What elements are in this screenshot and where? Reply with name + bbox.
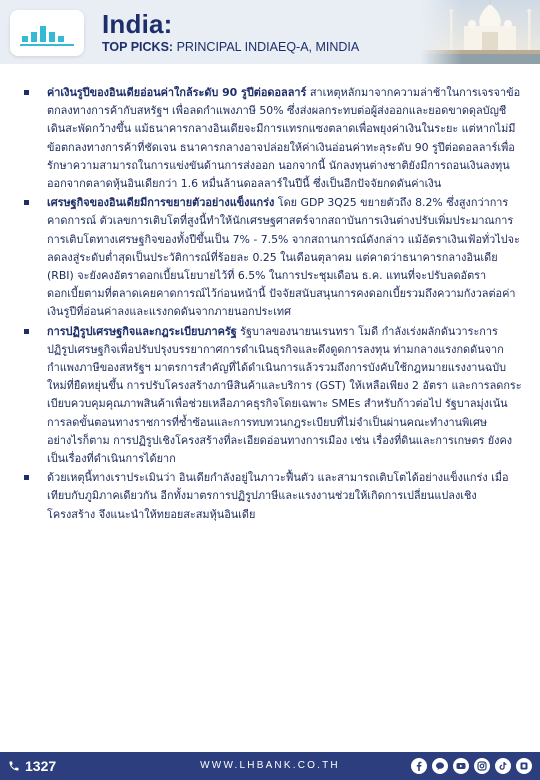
bullet-list: [24, 84, 522, 525]
bullet-text: สาเหตุหลักมาจากความล่าช้าในการเจรจาข้อตกลงทางการค้ากับสหรัฐฯ เพื่อลดกำแพงภาษี 50% ซึ่งส่งผลกระทบต่อผู้ส่งออกและยอดขาดดุลบัญชีเดินสะพัดกว้างขึ้น แม้ธนาคารกลางอินเดียจะมีการแทรกแซงตลาดเพื่อพยุงค่าเงินในระยะ แต่หากไม่มีข้อตกลงทางการค้าที่ชัดเจน ธนาคารกลางอาจปล่อยให้ค่าเงินอ่อนค่าทะลุระดับ 90 รูปีต่อดอลลาร์เพื่อรักษาความสามารถในการแข่งขันด้านการส่งออก นอกจากนี้ นักลงทุนต่างชาติยังมีการถอนเงินลงทุนออกจากตลาดหุ้นอินเดียกว่า 1.6 หมื่นล้านดอลลาร์ในปีนี้ ซึ่งเป็นอีกปัจจัยกดดันค่าเงิน: [47, 86, 521, 191]
taj-mahal-illustration: [420, 0, 540, 64]
hotline-number: 1327: [25, 758, 57, 774]
header: [0, 0, 540, 64]
bullet-lead: ค่าเงินรูปีของอินเดียอ่อนค่าใกล้ระดับ 90 รูปีต่อดอลลาร์: [47, 86, 307, 99]
page-title: India:: [102, 9, 173, 39]
taj-mahal-image: [420, 0, 540, 64]
bullet-lead: การปฏิรูปเศรษฐกิจและกฎระเบียบภาครัฐ: [47, 324, 237, 338]
bullet-marker: [24, 200, 29, 205]
footer: [0, 752, 540, 780]
list-item: [24, 84, 522, 193]
bullet-text: รัฐบาลของนายนเรนทรา โมดี กำลังเร่งผลักดันวาระการปฏิรูปเศรษฐกิจเพื่อปรับปรุงบรรยากาศการดำเนินธุรกิจและดึงดูดการลงทุน ท่ามกลางแรงกดดันจากกำแพงภาษีของสหรัฐฯ มาตรการสำคัญที่ได้ดำเนินการแล้วรวมถึงการบังคับใช้กฎหมายแรงงานฉบับใหม่ที่ยืดหยุ่นขึ้น การปรับโครงสร้างภาษีสินค้าและบริการ (GST) ให้เหลือเพียง 2 อัตรา และการลดกระเบียบควบคุมคุณภาพสินค้าเพื่อช่วยเหลือภาคธุรกิจโดยเฉพาะ SMEs สำหรับก้าวต่อไป รัฐบาลมุ่งเน้นการลดขั้นตอนทางราชการที่ซ้ำซ้อนและการทบทวนกฎระเบียบที่ไม่จำเป็นผ่านคณะทำงานพิเศษ อย่างไรก็ตาม การปฏิรูปเชิงโครงสร้างที่ละเอียดอ่อนทางการเมือง เช่น เรื่องที่ดินและการเกษตร ยังคงเป็นเรื่องที่ดำเนินการได้ยาก: [47, 324, 522, 466]
tiktok-icon[interactable]: [495, 758, 511, 774]
website-link[interactable]: WWW.LHBANK.CO.TH: [200, 760, 340, 771]
title-block: [102, 10, 359, 55]
list-item: [24, 194, 522, 321]
logo-bar: [49, 32, 55, 42]
list-item: [24, 323, 522, 469]
logo-bar: [31, 32, 37, 42]
instagram-icon[interactable]: [474, 758, 490, 774]
logo-bar: [58, 36, 64, 42]
bullet-lead: เศรษฐกิจของอินเดียมีการขยายตัวอย่างแข็งแกร่ง: [47, 196, 275, 210]
bullet-marker: [24, 329, 29, 334]
page-subtitle: [102, 39, 359, 55]
bullet-marker: [24, 475, 29, 480]
logo: [10, 10, 84, 56]
bullet-text: ด้วยเหตุนี้ทางเราประเมินว่า อินเดียกำลังอยู่ในภาวะฟื้นตัว และสามารถเติบโตได้อย่างแข็งแกร่ง เมื่อเทียบกับภูมิภาคเดียวกัน อีกทั้งมาตรการปฏิรูปภาษีและแรงงานช่วยให้เกิดการเปลี่ยนแปลงเชิงโครงสร้าง จึงแนะนำให้ทยอยสะสมหุ้นอินเดีย: [47, 471, 509, 521]
bullet-marker: [24, 90, 29, 95]
facebook-icon[interactable]: [411, 758, 427, 774]
blockdit-icon[interactable]: [516, 758, 532, 774]
bullet-text: โดย GDP 3Q25 ขยายตัวถึง 8.2% ซึ่งสูงกว่าการคาดการณ์ ตัวเลขการเติบโตที่สูงนี้ทำให้นักเศรษฐศาสตร์จากสถาบันการเงินต่างปรับเพิ่มประมาณการการเติบโตทางเศรษฐกิจของทั้งปีขึ้นเป็น 7% - 7.5% จากสถานการณ์ดังกล่าว แม้อัตราเงินเฟ้อทั่วไปจะลดลงสู่ระดับต่ำสุดเป็นประวัติการณ์ที่ร้อยละ 0.25 ในเดือนตุลาคม แต่คาดว่าธนาคารกลางอินเดีย (RBI) จะยังคงอัตราดอกเบี้ยนโยบายไว้ที่ 6.5% ในการประชุมเดือน ธ.ค. แทนที่จะปรับลดอัตราดอกเบี้ยตามที่ตลาดเคยคาดการณ์ไว้ก่อนหน้านี้ ปัจจัยสนับสนุนการคงดอกเบี้ยรวมถึงความกังวลต่อค่าเงินรูปีที่อ่อนค่าลงและแรงกดดันจากภายนอกประเทศ: [47, 196, 520, 319]
subtitle-rest: PRINCIPAL INDIAEQ-A, MINDIA: [173, 40, 360, 54]
logo-bar: [22, 36, 28, 42]
social-links: [406, 758, 532, 774]
logo-bar: [40, 26, 46, 42]
youtube-icon[interactable]: [453, 758, 469, 774]
logo-base: [20, 44, 74, 46]
subtitle-lead: TOP PICKS:: [102, 40, 174, 54]
list-item: [24, 469, 522, 524]
line-icon[interactable]: [432, 758, 448, 774]
